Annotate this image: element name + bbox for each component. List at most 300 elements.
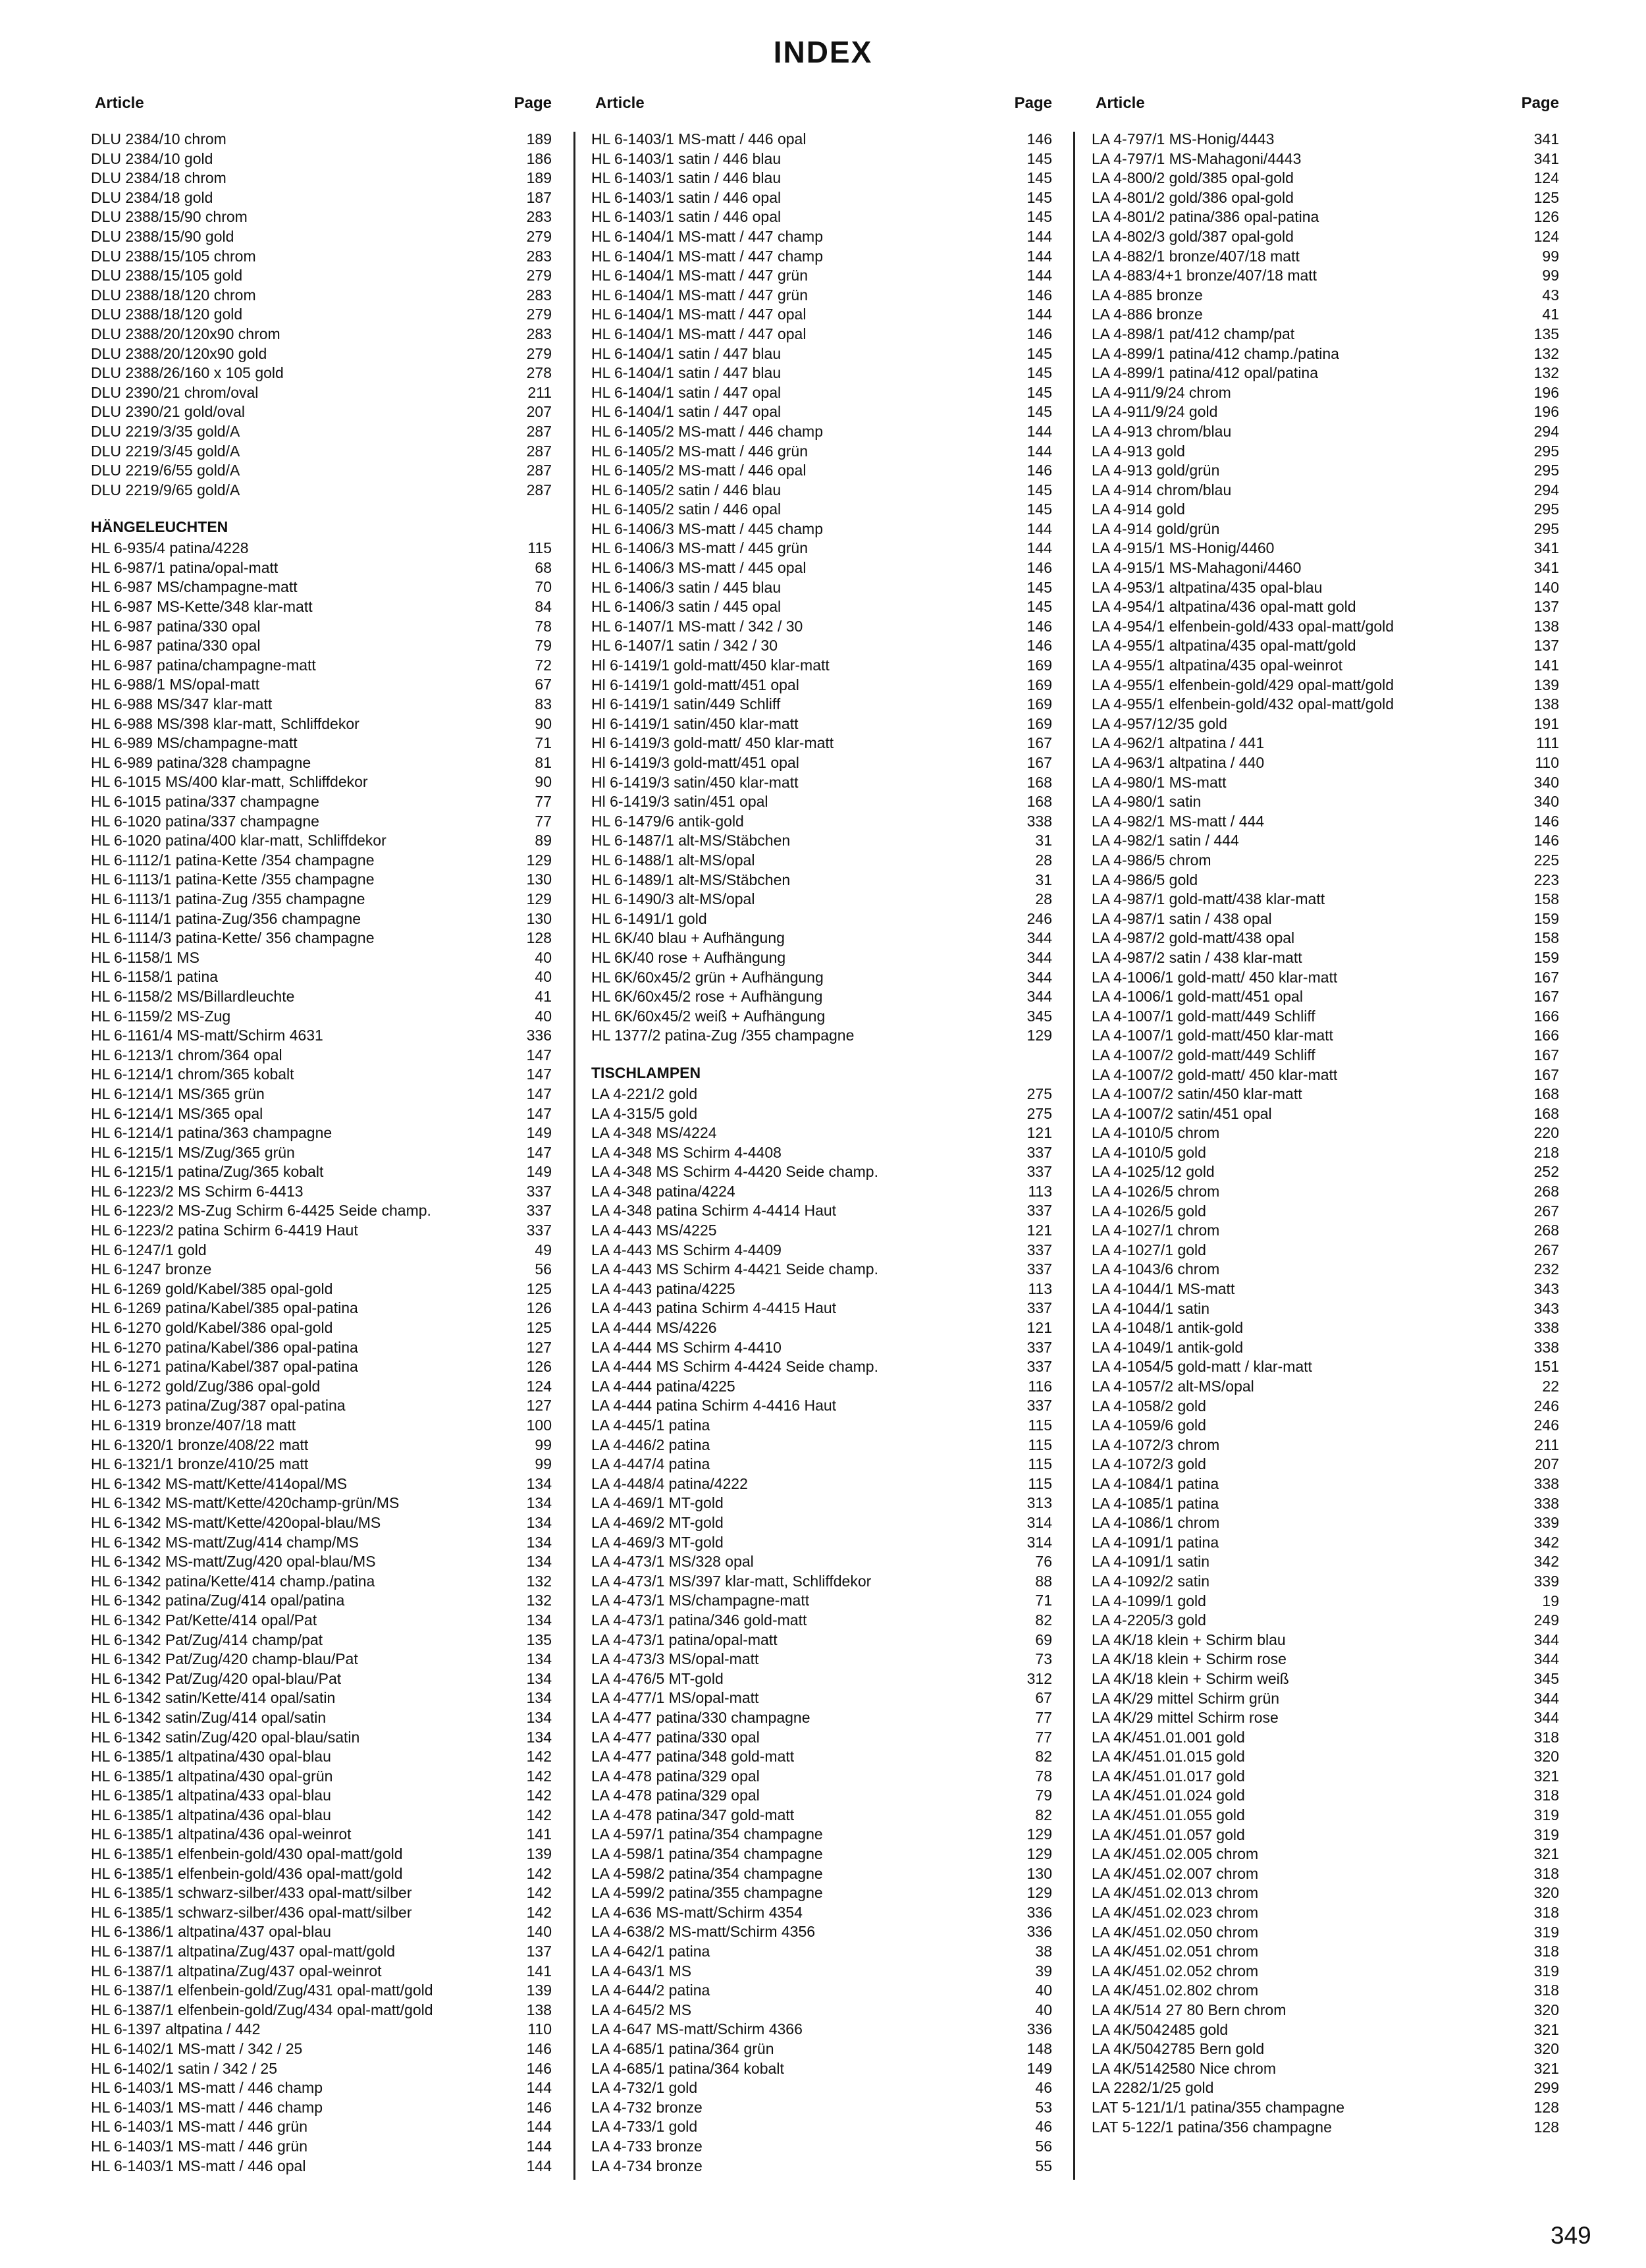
page-ref: 218: [1533, 1143, 1559, 1161]
index-entry: [591, 286, 1052, 306]
page-ref: 31: [1035, 832, 1052, 850]
page-ref: 134: [526, 1669, 552, 1687]
index-entry: [1092, 1162, 1559, 1182]
index-entry: [91, 2001, 552, 2020]
article-name: DLU 2384/10 gold: [91, 149, 213, 167]
article-name: DLU 2388/15/90 chrom: [91, 208, 248, 226]
article-header: Article: [595, 94, 645, 112]
index-entry: [591, 1260, 1052, 1280]
article-name: HL 6-1403/1 MS-matt / 446 grün: [91, 2118, 307, 2136]
article-name: Hl 6-1419/1 satin/449 Schliff: [591, 695, 781, 713]
article-name: LA 2282/1/25 gold: [1092, 2079, 1214, 2097]
index-entry: [591, 715, 1052, 734]
article-name: HL 6-1020 patina/400 klar-matt, Schliffdekor: [91, 832, 386, 850]
index-entry: [91, 1903, 552, 1923]
page-ref: 287: [526, 481, 552, 499]
page-ref: 115: [1028, 1417, 1052, 1434]
page-ref: 338: [1533, 1319, 1559, 1337]
page-ref: 299: [1533, 2079, 1559, 2097]
article-name: LA 4-446/2 patina: [591, 1436, 710, 1453]
page-ref: 338: [1533, 1474, 1559, 1492]
page-ref: 278: [526, 364, 552, 382]
index-entry: [1092, 676, 1559, 695]
page-ref: 146: [1533, 832, 1559, 850]
page-ref: 145: [1026, 383, 1052, 401]
article-name: HL 6-1215/1 patina/Zug/365 kobalt: [91, 1163, 324, 1181]
page-ref: 318: [1533, 1943, 1559, 1960]
article-name: LA 4-963/1 altpatina / 440: [1092, 754, 1265, 771]
index-entry: [591, 1942, 1052, 1962]
article-name: HL 6-1406/3 MS-matt / 445 grün: [591, 539, 808, 557]
index-entry: [591, 461, 1052, 481]
page-ref: 249: [1533, 1611, 1559, 1629]
page-ref: 140: [526, 1923, 552, 1941]
article-name: LA 4-1007/2 satin/450 klar-matt: [1092, 1085, 1302, 1103]
index-entry: [591, 1143, 1052, 1163]
article-name: DLU 2219/3/35 gold/A: [91, 422, 240, 440]
page-ref: 142: [526, 1884, 552, 1902]
index-entry: [591, 344, 1052, 364]
article-name: LA 4K/451.02.802 chrom: [1092, 1982, 1259, 1999]
page-ref: 144: [1026, 306, 1052, 323]
page-ref: 321: [1533, 1767, 1559, 1785]
article-name: Hl 6-1419/3 satin/450 klar-matt: [591, 773, 799, 791]
page-ref: 90: [535, 715, 552, 732]
index-entry: [591, 558, 1052, 578]
column-header: [1092, 94, 1559, 121]
article-name: HL 6-1215/1 MS/Zug/365 grün: [91, 1143, 295, 1161]
index-entry: [591, 2098, 1052, 2118]
page-ref: 73: [1035, 1650, 1052, 1668]
index-entry: [91, 1046, 552, 1066]
page-number: 349: [1551, 2222, 1591, 2249]
article-name: LA 4-221/2 gold: [591, 1085, 698, 1102]
index-entry: [591, 871, 1052, 890]
page-ref: 41: [1542, 306, 1559, 323]
page-ref: 341: [1533, 559, 1559, 577]
page-ref: 338: [1533, 1338, 1559, 1356]
article-name: LA 4-914 gold/grün: [1092, 520, 1220, 537]
page-ref: 169: [1026, 695, 1052, 713]
article-name: HL 6-1404/1 satin / 447 opal: [591, 403, 782, 421]
article-name: LA 4-685/1 patina/364 grün: [591, 2040, 774, 2057]
page-ref: 159: [1533, 909, 1559, 927]
index-entry: [1092, 558, 1559, 578]
index-entry: [1092, 1845, 1559, 1864]
index-entry: [91, 597, 552, 617]
article-name: HL 6-1404/1 satin / 447 opal: [591, 383, 782, 401]
index-entry: [1092, 149, 1559, 169]
page-ref: 110: [527, 2020, 552, 2038]
index-entry: [1092, 1280, 1559, 1299]
index-entry: [591, 383, 1052, 403]
page-ref: 146: [1026, 637, 1052, 655]
page-ref: 141: [1533, 657, 1559, 674]
article-name: HL 6-1214/1 MS/365 grün: [91, 1085, 265, 1102]
article-name: DLU 2388/15/90 gold: [91, 227, 234, 245]
index-entry: [1092, 753, 1559, 773]
page-ref: 312: [1026, 1669, 1052, 1687]
article-name: LA 4-913 gold: [1092, 442, 1185, 460]
article-name: LA 4-1007/2 satin/451 opal: [1092, 1104, 1272, 1122]
page-ref: 287: [526, 422, 552, 440]
index-entry: [91, 851, 552, 871]
index-entry: [591, 325, 1052, 344]
article-name: LA 4-885 bronze: [1092, 286, 1203, 304]
article-name: HL 6-1213/1 chrom/364 opal: [91, 1046, 282, 1064]
index-entry: [1092, 1046, 1559, 1066]
article-name: LA 4-982/1 satin / 444: [1092, 832, 1239, 850]
article-name: LA 4-915/1 MS-Mahagoni/4460: [1092, 559, 1302, 577]
article-name: LA 4-1091/1 patina: [1092, 1533, 1219, 1551]
article-name: LA 4-1006/1 gold-matt/ 450 klar-matt: [1092, 968, 1338, 986]
article-name: LA 4-957/12/35 gold: [1092, 715, 1227, 732]
page-ref: 158: [1533, 929, 1559, 947]
article-name: HL 6-1405/2 MS-matt / 446 grün: [591, 442, 808, 460]
index-entry: [91, 539, 552, 558]
article-name: LA 4-473/1 MS/397 klar-matt, Schliffdekor: [591, 1572, 872, 1590]
article-name: LA 4-598/2 patina/354 champagne: [591, 1864, 823, 1882]
article-name: HL 6-1405/2 satin / 446 opal: [591, 500, 782, 518]
article-name: LA 4K/18 klein + Schirm rose: [1092, 1650, 1287, 1668]
index-entry: [1092, 1572, 1559, 1592]
page-ref: 121: [1026, 1319, 1052, 1337]
article-name: LA 4-954/1 elfenbein-gold/433 opal-matt/gold: [1092, 617, 1394, 635]
page-ref: 337: [526, 1222, 552, 1239]
page-ref: 313: [1026, 1494, 1052, 1512]
article-name: LA 4-443 patina/4225: [591, 1280, 735, 1297]
page-header: Page: [1014, 94, 1052, 112]
article-name: LA 4K/451.01.055 gold: [1092, 1806, 1245, 1824]
page-ref: 81: [535, 753, 552, 771]
article-name: LA 4-986/5 gold: [1092, 871, 1198, 888]
page-ref: 146: [1026, 325, 1052, 342]
page-ref: 70: [535, 578, 552, 596]
index-entry: [91, 422, 552, 442]
article-name: HL 6-987 patina/330 opal: [91, 617, 261, 635]
page-ref: 339: [1533, 1572, 1559, 1590]
page-ref: 137: [1533, 637, 1559, 655]
page-ref: 268: [1533, 1222, 1559, 1239]
index-entry: [591, 2137, 1052, 2157]
page-ref: 125: [526, 1319, 552, 1337]
article-name: LA 4K/451.01.015 gold: [1092, 1748, 1245, 1766]
index-entry: [591, 247, 1052, 267]
index-entry: [1092, 909, 1559, 929]
article-name: HL 6-1407/1 MS-matt / 342 / 30: [591, 617, 803, 635]
index-entry: [1092, 2039, 1559, 2059]
index-entry: [591, 2117, 1052, 2137]
article-name: LA 4-1072/3 gold: [1092, 1455, 1206, 1473]
page-ref: 344: [1026, 929, 1052, 947]
page-ref: 336: [1026, 1903, 1052, 1921]
article-name: HL 6-1403/1 satin / 446 blau: [591, 149, 782, 167]
page-ref: 159: [1533, 948, 1559, 966]
article-name: LA 4-599/2 patina/355 champagne: [591, 1884, 823, 1902]
page-ref: 158: [1533, 890, 1559, 908]
page-ref: 76: [1035, 1553, 1052, 1571]
page-ref: 344: [1026, 988, 1052, 1006]
article-name: HL 6-1403/1 satin / 446 blau: [591, 169, 782, 187]
page-ref: 319: [1533, 1923, 1559, 1941]
article-name: HL 6-987 MS-Kette/348 klar-matt: [91, 598, 313, 616]
index-entry: [91, 792, 552, 812]
page-ref: 294: [1533, 422, 1559, 440]
index-entry: [91, 1981, 552, 2001]
index-entry: [591, 305, 1052, 325]
index-entry: [1092, 617, 1559, 637]
article-name: HL 6-1158/1 MS: [91, 948, 199, 966]
index-entry: [91, 558, 552, 578]
article-name: DLU 2384/18 gold: [91, 188, 213, 206]
article-name: LA 4K/29 mittel Schirm rose: [1092, 1709, 1279, 1727]
index-entry: [91, 1357, 552, 1377]
index-entry: [1092, 695, 1559, 715]
article-name: HL 6-1270 patina/Kabel/386 opal-patina: [91, 1338, 358, 1356]
page-ref: 141: [526, 1825, 552, 1843]
page-ref: 56: [1035, 2137, 1052, 2155]
article-name: HL 6-1387/1 altpatina/Zug/437 opal-matt/gold: [91, 1943, 396, 1960]
page-ref: 110: [1535, 754, 1559, 771]
page-ref: 130: [526, 909, 552, 927]
index-entry: [91, 636, 552, 656]
page-ref: 124: [526, 1377, 552, 1395]
index-entry: [1092, 2001, 1559, 2020]
article-name: LA 4-732 bronze: [591, 2098, 703, 2116]
index-entry: [1092, 1357, 1559, 1377]
index-entry: [91, 1318, 552, 1338]
page-ref: 279: [526, 267, 552, 284]
index-entry: [1092, 130, 1559, 149]
index-entry: [91, 1708, 552, 1728]
index-list: [591, 130, 1052, 2176]
index-entry: [591, 1922, 1052, 1942]
index-entry: [591, 1552, 1052, 1572]
index-entry: [91, 1922, 552, 1942]
index-entry: [91, 967, 552, 987]
page-ref: 211: [527, 383, 552, 401]
index-entry: [91, 1864, 552, 1884]
article-name: HL 6-1404/1 MS-matt / 447 grün: [591, 286, 808, 304]
index-entry: [591, 1455, 1052, 1474]
article-name: HL 6-1015 patina/337 champagne: [91, 793, 319, 810]
article-name: HL 6-1491/1 gold: [591, 909, 707, 927]
page-ref: 83: [535, 695, 552, 713]
article-name: LA 4-911/9/24 chrom: [1092, 383, 1231, 401]
index-entry: [91, 1338, 552, 1358]
page-ref: 344: [1533, 1631, 1559, 1648]
index-entry: [1092, 2059, 1559, 2079]
page-ref: 129: [526, 890, 552, 907]
page-header: Page: [1521, 94, 1559, 112]
page-ref: 246: [1533, 1397, 1559, 1415]
page-ref: 169: [1026, 657, 1052, 674]
page-ref: 41: [535, 987, 552, 1005]
article-name: LA 4-1091/1 satin: [1092, 1553, 1210, 1571]
page-ref: 225: [1533, 851, 1559, 869]
page-ref: 137: [1533, 598, 1559, 616]
page-ref: 125: [526, 1280, 552, 1297]
article-name: HL 6-987 patina/330 opal: [91, 637, 261, 655]
index-entry: [91, 1123, 552, 1143]
page-ref: 72: [535, 656, 552, 674]
page-ref: 275: [1026, 1085, 1052, 1102]
article-name: LA 4-315/5 gold: [591, 1104, 698, 1122]
page-ref: 79: [535, 637, 552, 655]
index-entry: [1092, 1123, 1559, 1143]
index-entry: [1092, 227, 1559, 247]
article-name: LA 4K/5042785 Bern gold: [1092, 2040, 1265, 2058]
article-name: HL 6-1342 satin/Zug/420 opal-blau/satin: [91, 1728, 360, 1746]
article-name: LA 4-899/1 patina/412 champ./patina: [1092, 344, 1339, 362]
article-name: HL 6-1387/1 elfenbein-gold/Zug/434 opal-matt/gold: [91, 2001, 433, 2018]
article-name: HL 6-1158/1 patina: [91, 968, 219, 986]
index-entry: [1092, 1513, 1559, 1533]
page-ref: 196: [1533, 383, 1559, 401]
index-entry: [591, 1396, 1052, 1416]
page-ref: 337: [526, 1182, 552, 1200]
article-name: Hl 6-1419/1 gold-matt/451 opal: [591, 676, 799, 693]
article-name: LA 4-980/1 satin: [1092, 793, 1202, 811]
page-ref: 134: [526, 1553, 552, 1571]
article-name: DLU 2219/9/65 gold/A: [91, 481, 240, 499]
article-name: DLU 2390/21 chrom/oval: [91, 383, 259, 401]
index-entry: [1092, 1260, 1559, 1280]
page-ref: 337: [1026, 1163, 1052, 1181]
index-entry: [591, 851, 1052, 871]
page-ref: 314: [1026, 1513, 1052, 1531]
index-entry: [591, 1182, 1052, 1202]
index-entry: [91, 1201, 552, 1221]
index-entry: [91, 266, 552, 286]
index-entry: [1092, 1923, 1559, 1943]
index-entry: [1092, 1455, 1559, 1474]
article-name: HL 6-989 patina/328 champagne: [91, 753, 311, 771]
index-entry: [591, 402, 1052, 422]
page-ref: 141: [526, 1962, 552, 1980]
index-entry: [591, 909, 1052, 929]
index-entry: [1092, 734, 1559, 753]
index-entry: [591, 1962, 1052, 1982]
article-name: LA 4-647 MS-matt/Schirm 4366: [591, 2020, 803, 2038]
article-name: LA 4-469/1 MT-gold: [591, 1494, 724, 1512]
index-entry: [91, 2137, 552, 2157]
page-ref: 129: [1026, 1884, 1052, 1902]
article-name: LA 4-987/2 gold-matt/438 opal: [1092, 929, 1295, 947]
article-name: LA 4-444 MS Schirm 4-4410: [591, 1338, 782, 1356]
page-ref: 145: [1026, 208, 1052, 226]
index-entry: [1092, 812, 1559, 832]
article-name: DLU 2390/21 gold/oval: [91, 403, 245, 421]
index-entry: [1092, 773, 1559, 793]
index-entry: [591, 422, 1052, 442]
index-entry: [591, 1767, 1052, 1787]
article-name: LA 4-473/1 patina/346 gold-matt: [591, 1611, 807, 1629]
article-name: HL 6-1404/1 satin / 447 blau: [591, 364, 782, 382]
article-name: LA 4-1048/1 antik-gold: [1092, 1319, 1244, 1337]
article-name: LA 4-473/1 patina/opal-matt: [591, 1631, 778, 1648]
page-ref: 145: [1026, 481, 1052, 499]
article-name: HL 6-1387/1 altpatina/Zug/437 opal-weinrot: [91, 1962, 382, 1980]
page-ref: 147: [526, 1143, 552, 1161]
index-entry: [91, 1611, 552, 1631]
index-entry: [1092, 1962, 1559, 1982]
article-name: HL 6-1403/1 MS-matt / 446 opal: [591, 130, 807, 148]
page-ref: 49: [535, 1241, 552, 1258]
article-name: HL 1377/2 patina-Zug /355 champagne: [591, 1027, 855, 1044]
page-header: Page: [514, 94, 552, 112]
article-name: LA 4-1072/3 chrom: [1092, 1436, 1220, 1453]
index-entry: [91, 1280, 552, 1299]
page-ref: 115: [1028, 1436, 1052, 1453]
index-entry: [91, 2157, 552, 2176]
article-name: HL 6-1270 gold/Kabel/386 opal-gold: [91, 1319, 333, 1337]
page-ref: 267: [1533, 1241, 1559, 1258]
index-entry: [591, 929, 1052, 948]
article-name: LA 4-962/1 altpatina / 441: [1092, 734, 1265, 752]
page-ref: 144: [1026, 539, 1052, 557]
index-entry: [1092, 520, 1559, 539]
article-name: LA 4-733 bronze: [591, 2137, 703, 2155]
index-entry: [1092, 1085, 1559, 1104]
page-ref: 144: [1026, 267, 1052, 284]
page-ref: 134: [526, 1728, 552, 1746]
index-entry: [1092, 169, 1559, 188]
index-entry: [591, 1085, 1052, 1104]
page-ref: 169: [1026, 715, 1052, 732]
article-name: LA 4-597/1 patina/354 champagne: [591, 1825, 823, 1843]
index-entry: [1092, 539, 1559, 558]
index-entry: [91, 305, 552, 325]
article-name: HL 6-1342 MS-matt/Zug/414 champ/MS: [91, 1533, 359, 1551]
page-ref: 268: [1533, 1183, 1559, 1201]
page-ref: 283: [526, 325, 552, 342]
page-ref: 82: [1035, 1806, 1052, 1823]
index-entry: [1092, 1397, 1559, 1417]
article-name: HL 6-1489/1 alt-MS/Stäbchen: [591, 871, 791, 888]
page-ref: 146: [1026, 286, 1052, 304]
index-entry: [591, 1221, 1052, 1241]
page-ref: 295: [1533, 500, 1559, 518]
article-name: HL 6-1403/1 satin / 446 opal: [591, 188, 782, 206]
page-ref: 115: [527, 539, 552, 557]
article-name: HL 6-1397 altpatina / 442: [91, 2020, 261, 2038]
article-name: LA 4-447/4 patina: [591, 1455, 710, 1473]
index-entry: [91, 890, 552, 909]
page-ref: 84: [535, 598, 552, 616]
index-entry: [91, 987, 552, 1007]
index-entry: [91, 656, 552, 676]
article-name: HL 6-988/1 MS/opal-matt: [91, 676, 260, 693]
page-ref: 279: [526, 227, 552, 245]
article-name: HL 6-1114/3 patina-Kette/ 356 champagne: [91, 929, 375, 947]
page-ref: 344: [1026, 968, 1052, 986]
index-entry: [91, 1396, 552, 1416]
index-entry: [91, 1806, 552, 1825]
index-entry: [91, 715, 552, 734]
index-entry: [91, 325, 552, 344]
page-ref: 146: [1533, 812, 1559, 830]
index-entry: [1092, 1338, 1559, 1358]
page-ref: 77: [1035, 1708, 1052, 1726]
index-entry: [591, 520, 1052, 539]
page-ref: 321: [1533, 2020, 1559, 2038]
index-entry: [1092, 1592, 1559, 1611]
page-ref: 337: [1026, 1299, 1052, 1317]
article-name: LA 4-2205/3 gold: [1092, 1611, 1206, 1629]
index-entry: [591, 1474, 1052, 1494]
page-ref: 147: [526, 1066, 552, 1083]
